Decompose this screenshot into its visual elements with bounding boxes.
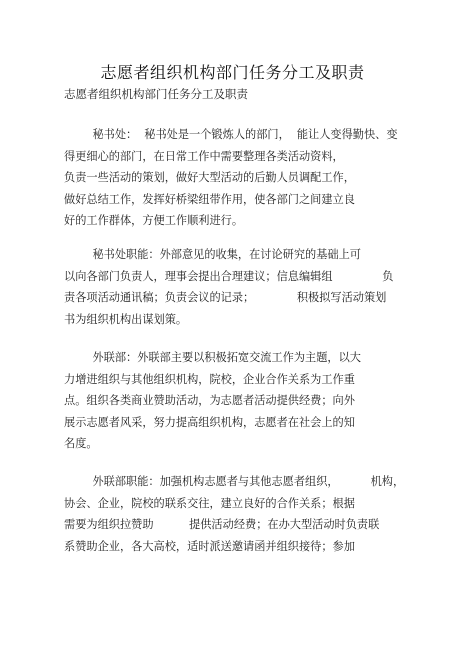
- paragraph-line: 协会、企业，院校的联系交往，建立良好的合作关系；根据: [64, 496, 355, 510]
- document-subtitle: 志愿者组织机构部门任务分工及职责: [64, 87, 248, 101]
- paragraph-line: 系赞助企业，各大高校，适时派送邀请函并组织接待；参加: [64, 539, 355, 553]
- paragraph-line: 秘书处： 秘书处是一个锻炼人的部门， 能让人变得勤快、变: [64, 128, 398, 141]
- paragraph-line: 做好总结工作，发挥好桥梁纽带作用，使各部门之间建立良: [64, 192, 355, 206]
- paragraph-external-relations: [64, 347, 409, 455]
- paragraph-line: 外联部职能：加强机构志愿者与其他志愿者组织， 机构，: [64, 475, 405, 488]
- paragraph-secretariat: [64, 124, 409, 232]
- paragraph-secretariat-functions: [64, 244, 409, 330]
- paragraph-line: 秘书处职能：外部意见的收集，在讨论研究的基础上可: [64, 248, 361, 261]
- paragraph-line: 点。组织各类商业赞助活动，为志愿者活动提供经费；向外: [64, 394, 355, 407]
- paragraph-line: 负责一些活动的策划，做好大型活动的后勤人员调配工作，: [64, 171, 355, 184]
- paragraph-line: 展示志愿者风采，努力提高组织机构，志愿者在社会上的知: [64, 415, 355, 429]
- document-title: 志愿者组织机构部门任务分工及职责: [100, 63, 365, 82]
- paragraph-line: 书为组织机构出谋划策。: [64, 312, 188, 326]
- paragraph-line: 以向各部门负责人，理事会提出合理建议；信息编辑组 负: [64, 269, 394, 283]
- paragraph-line: 责各项活动通讯稿；负责会议的记录； 积极拟写活动策划: [64, 291, 387, 304]
- paragraph-line: 好的工作群体，方便工作顺利进行。: [64, 214, 244, 227]
- paragraph-line: 外联部：外联部主要以积极拓宽交流工作为主题，以大: [64, 351, 361, 364]
- paragraph-line: 力增进组织与其他组织机构，院校，企业合作关系为工作重: [64, 372, 355, 386]
- paragraph-line: 需要为组织拉赞助 提供活动经费；在办大型活动时负责联: [64, 518, 380, 531]
- paragraph-external-relations-functions: [64, 471, 409, 557]
- paragraph-line: 得更细心的部门，在日常工作中需要整理各类活动资料，: [64, 149, 344, 163]
- paragraph-line: 名度。: [64, 437, 98, 450]
